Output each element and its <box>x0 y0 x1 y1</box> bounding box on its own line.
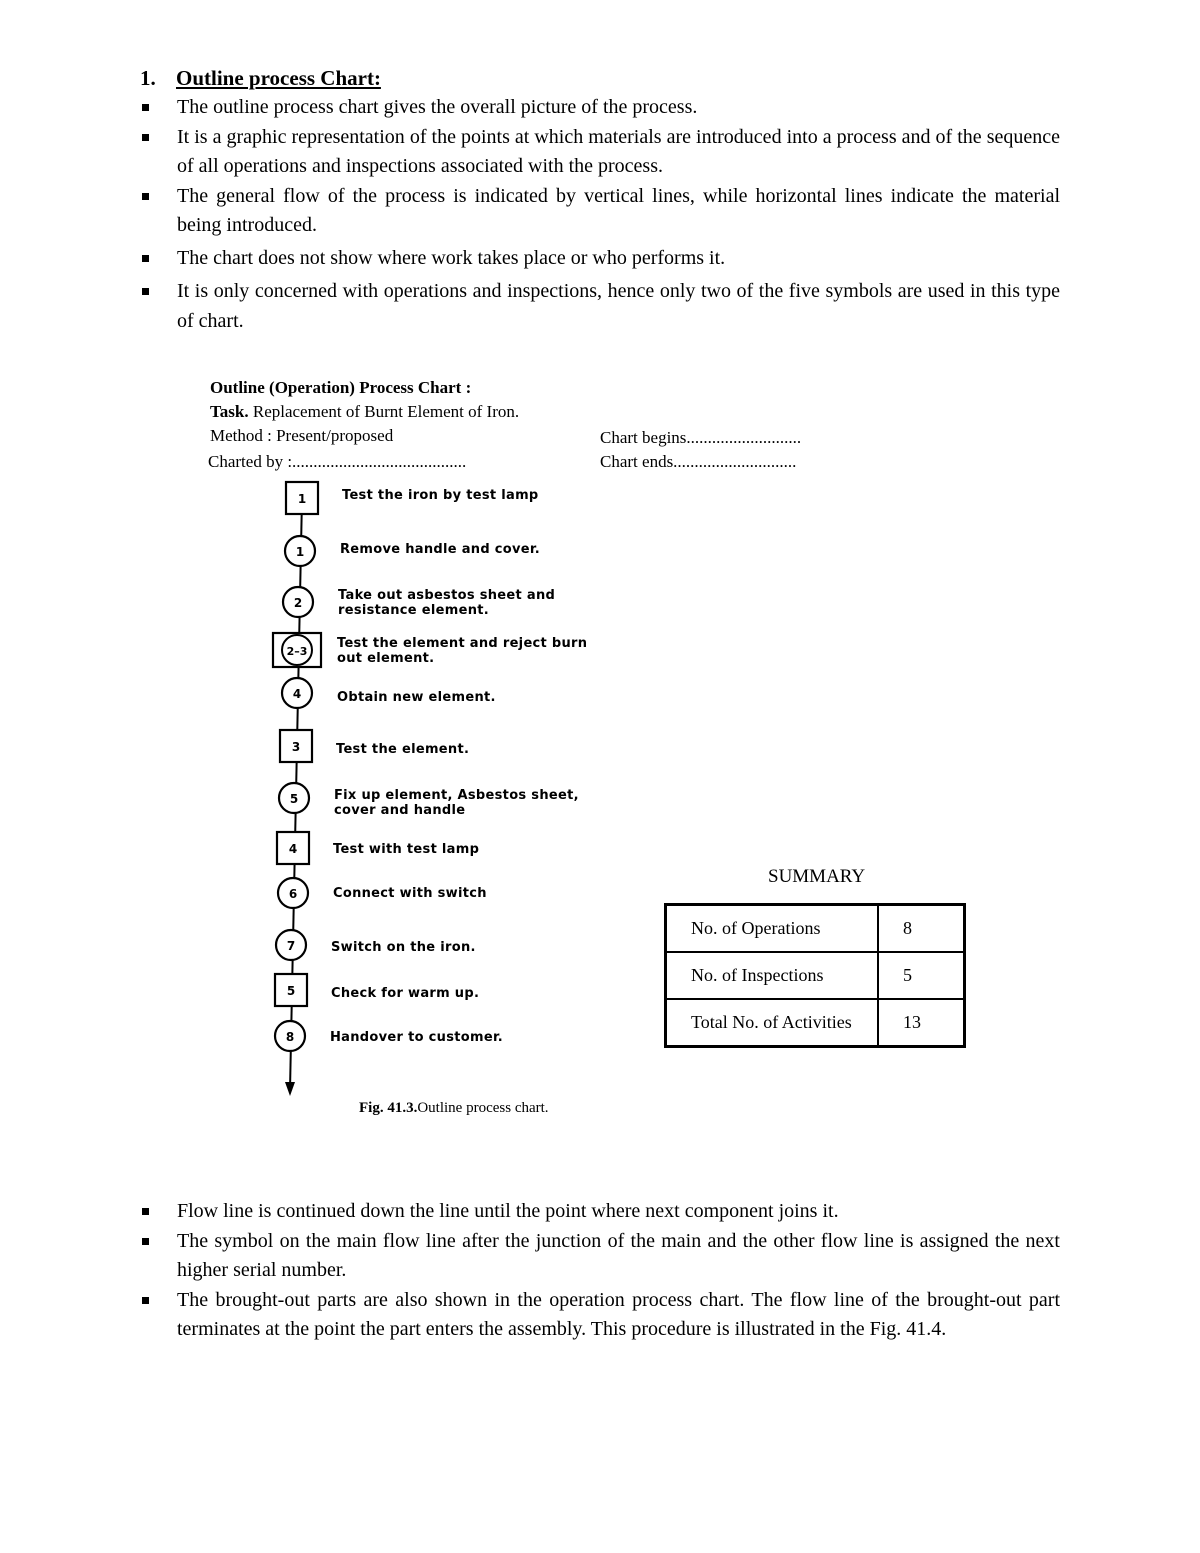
list-item: The chart does not show where work takes place or who performs it. <box>140 244 1060 274</box>
operation-symbol <box>275 1021 305 1051</box>
symbol-label: 5 <box>286 984 296 998</box>
summary-value: 8 <box>878 905 965 953</box>
step-description: Test the iron by test lamp <box>342 488 539 503</box>
caption-number: Fig. 41.3. <box>359 1100 418 1116</box>
symbol-label: 3 <box>291 740 301 754</box>
inspection-symbol <box>286 482 318 514</box>
symbol-label: 8 <box>285 1030 295 1044</box>
symbol-label: 1 <box>295 545 305 559</box>
operation-symbol <box>276 930 306 960</box>
section-heading <box>140 66 381 91</box>
figure-caption <box>359 1100 549 1117</box>
task-text: Replacement of Burnt Element of Iron. <box>252 402 520 421</box>
top-bullet-list <box>140 93 1060 336</box>
step-description: Handover to customer. <box>330 1030 504 1045</box>
symbol-label: 5 <box>289 792 299 806</box>
step-description: Obtain new element. <box>337 690 496 705</box>
symbol-label: 4 <box>292 687 302 701</box>
list-item: It is a graphic representation of the points at which materials are introduced into a process and of the sequence of all operations and inspections associated with the process. <box>140 123 1060 182</box>
symbol-label: 1 <box>297 492 307 506</box>
summary-value: 13 <box>878 999 965 1047</box>
list-item: Flow line is continued down the line until the point where next component joins it. <box>140 1197 1060 1227</box>
step-description: Test with test lamp <box>333 842 480 857</box>
symbol-label: 7 <box>286 939 296 953</box>
section-number: 1. <box>140 66 156 90</box>
table-row <box>666 952 965 999</box>
inspection-symbol <box>280 730 312 762</box>
table-row <box>666 905 965 953</box>
step-description: Fix up element, Asbestos sheet, cover and handle <box>334 788 579 818</box>
summary-label: No. of Inspections <box>666 952 879 999</box>
section-title: Outline process Chart: <box>176 66 381 90</box>
step-description: Test the element. <box>336 742 470 757</box>
chart-ends: Chart ends............................. <box>600 452 797 471</box>
symbol-label: 2–3 <box>286 645 308 658</box>
task-label: Task. <box>210 402 249 421</box>
step-description: Remove handle and cover. <box>340 542 540 557</box>
chart-title: Outline (Operation) Process Chart : <box>210 378 472 397</box>
symbol-label: 4 <box>288 842 298 856</box>
bullet-square-icon <box>142 1208 149 1215</box>
list-item: The outline process chart gives the overall picture of the process. <box>140 93 1060 123</box>
bullet-square-icon <box>142 1238 149 1245</box>
process-chart-figure <box>200 370 1000 1130</box>
inspection-symbol <box>275 974 307 1006</box>
bullet-square-icon <box>142 134 149 141</box>
caption-text: Outline process chart. <box>417 1100 549 1116</box>
summary-table <box>664 903 966 1048</box>
list-item: It is only concerned with operations and inspections, hence only two of the five symbols are used in this type of chart. <box>140 277 1060 336</box>
chart-method: Method : Present/proposed <box>210 426 394 445</box>
step-description: Take out asbestos sheet and resistance element. <box>338 588 556 618</box>
symbol-label: 6 <box>288 887 298 901</box>
bottom-bullet-list <box>140 1197 1060 1345</box>
bullet-square-icon <box>142 1297 149 1304</box>
operation-symbol <box>283 587 313 617</box>
bullet-square-icon <box>142 288 149 295</box>
charted-by: Charted by :......................................... <box>208 452 467 471</box>
operation-symbol <box>285 536 315 566</box>
operation-symbol <box>278 878 308 908</box>
summary-label: No. of Operations <box>666 905 879 953</box>
inspection-symbol <box>277 832 309 864</box>
symbol-label: 2 <box>293 596 303 610</box>
operation-symbol <box>282 678 312 708</box>
chart-begins: Chart begins........................... <box>600 428 802 447</box>
step-description: Check for warm up. <box>331 986 480 1001</box>
summary-value: 5 <box>878 952 965 999</box>
bullet-square-icon <box>142 193 149 200</box>
list-item: The symbol on the main flow line after the junction of the main and the other flow line is assigned the next higher serial number. <box>140 1227 1060 1286</box>
flow-arrow-icon <box>285 1082 295 1096</box>
step-description: Test the element and reject burn out element. <box>337 636 588 666</box>
list-item: The general flow of the process is indicated by vertical lines, while horizontal lines indicate the material being introduced. <box>140 182 1060 241</box>
summary-label: Total No. of Activities <box>666 999 879 1047</box>
summary-title: SUMMARY <box>768 866 866 887</box>
operation-symbol <box>279 783 309 813</box>
bullet-square-icon <box>142 104 149 111</box>
list-item: The brought-out parts are also shown in the operation process chart. The flow line of the brought-out part terminates at the point the part enters the assembly. This procedure is illustrated in the Fig. 41.4. <box>140 1286 1060 1345</box>
bullet-square-icon <box>142 255 149 262</box>
step-description: Connect with switch <box>333 886 487 901</box>
combined-symbol <box>273 633 321 667</box>
step-description: Switch on the iron. <box>331 940 476 955</box>
table-row <box>666 999 965 1047</box>
